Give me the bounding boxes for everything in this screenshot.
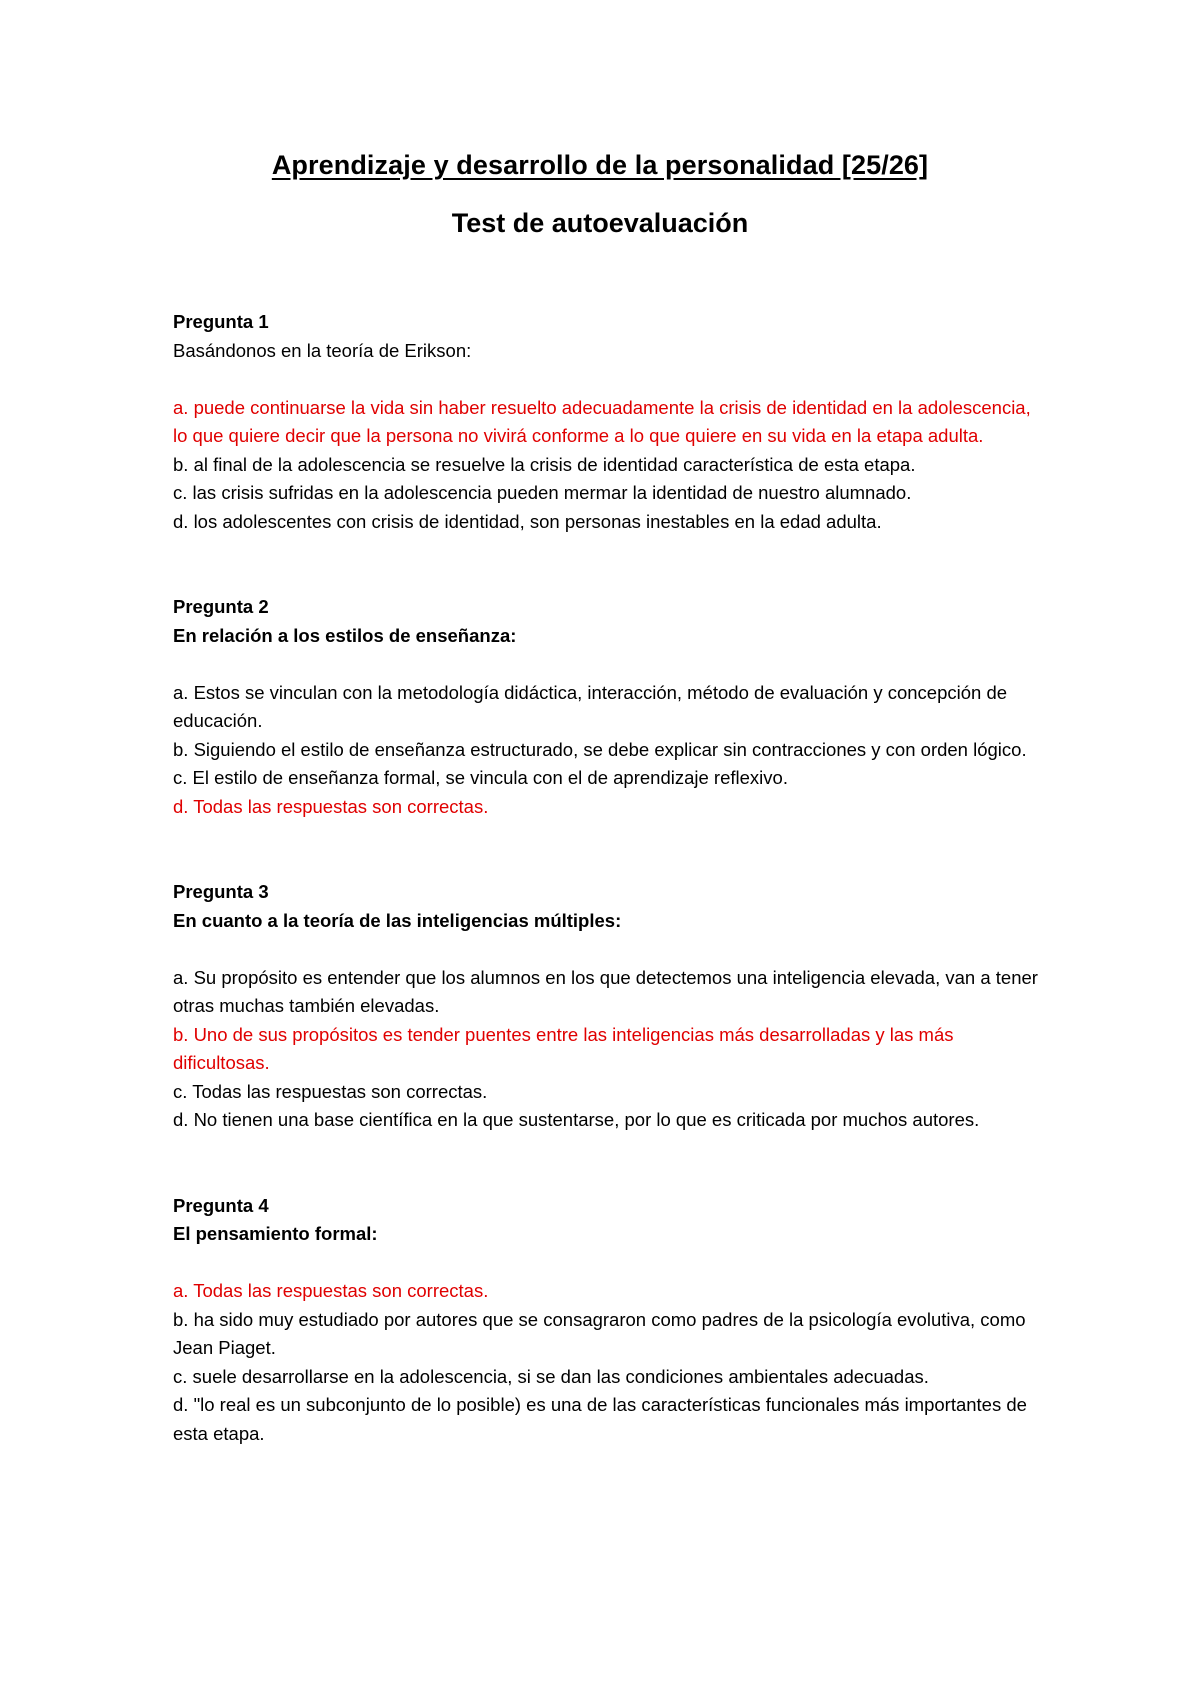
question-number: Pregunta 1 (173, 311, 269, 332)
question-prompt: Basándonos en la teoría de Erikson: (173, 339, 472, 361)
question-prompt: En relación a los estilos de enseñanza: (173, 624, 517, 646)
answer-option: a. Su propósito es entender que los alumnos en los que detectemos una inteligencia elevada, van a tener otras muchas también elevadas. (173, 966, 1038, 1016)
document-subtitle: Test de autoevaluación (451, 208, 749, 238)
answer-option: c. El estilo de enseñanza formal, se vincula con el de aprendizaje reflexivo. (173, 767, 788, 788)
question-number: Pregunta 3 (173, 881, 269, 902)
answer-option: d. "lo real es un subconjunto de lo posible) es una de las características funcionales más importantes de esta etapa. (173, 1394, 1027, 1444)
question-block-3 (173, 878, 1043, 1135)
question-prompt: El pensamiento formal: (173, 1223, 378, 1244)
answer-option-correct: a. Todas las respuestas son correctas. (173, 1280, 489, 1301)
answer-option-correct: d. Todas las respuestas son correctas. (173, 795, 489, 817)
document-title: Aprendizaje y desarrollo de la personalidad [25/26] (271, 150, 929, 180)
answer-option: b. Siguiendo el estilo de enseñanza estructurado, se debe explicar sin contracciones y con orden lógico. (173, 738, 1027, 760)
answer-option-correct: b. Uno de sus propósitos es tender puentes entre las inteligencias más desarrolladas y las más dificultosas. (173, 1023, 954, 1073)
answer-option: d. los adolescentes con crisis de identidad, son personas inestables en la edad adulta. (173, 510, 882, 532)
answer-option: c. Todas las respuestas son correctas. (173, 1080, 488, 1102)
questions-list (173, 308, 1043, 1505)
answer-option-correct: a. puede continuarse la vida sin haber resuelto adecuadamente la crisis de identidad en la adolescencia, lo que quiere decir que la persona no vivirá conforme a lo que quiere en su vida en la etapa adulta. (173, 396, 1031, 446)
answer-option: d. No tienen una base científica en la que sustentarse, por lo que es criticada por muchos autores. (173, 1109, 980, 1130)
answer-option: c. suele desarrollarse en la adolescencia, si se dan las condiciones ambientales adecuadas. (173, 1365, 929, 1387)
question-block-2 (173, 593, 1043, 821)
answer-option: b. al final de la adolescencia se resuelve la crisis de identidad característica de esta etapa. (173, 453, 916, 475)
question-block-1 (173, 308, 1043, 536)
answer-option: c. las crisis sufridas en la adolescencia pueden mermar la identidad de nuestro alumnado. (173, 482, 912, 503)
question-prompt: En cuanto a la teoría de las inteligencias múltiples: (173, 909, 622, 931)
question-number: Pregunta 4 (173, 1194, 269, 1216)
question-number: Pregunta 2 (173, 596, 269, 617)
answer-option: b. ha sido muy estudiado por autores que se consagraron como padres de la psicología evolutiva, como Jean Piaget. (173, 1308, 1026, 1358)
question-block-4 (173, 1192, 1043, 1449)
answer-option: a. Estos se vinculan con la metodología didáctica, interacción, método de evaluación y concepción de educación. (173, 681, 1008, 731)
